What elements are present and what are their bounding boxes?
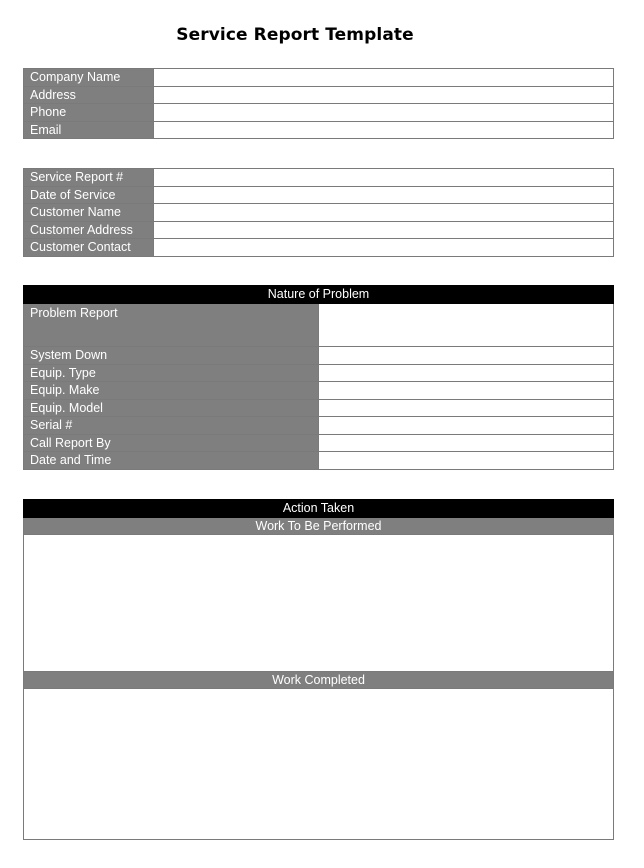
page-title: Service Report Template: [176, 25, 414, 45]
equip-make-row: [24, 382, 614, 400]
action-taken-table: [23, 499, 614, 840]
customer-contact-label: Customer Contact: [24, 239, 154, 257]
date-of-service-row: [24, 186, 614, 204]
date-and-time-row: [24, 452, 614, 470]
nature-of-problem-header: Nature of Problem: [24, 286, 614, 304]
action-taken-header: Action Taken: [24, 500, 614, 518]
date-and-time-field[interactable]: [319, 452, 614, 470]
problem-report-row: [24, 304, 614, 347]
customer-address-label: Customer Address: [24, 221, 154, 239]
customer-name-label: Customer Name: [24, 204, 154, 222]
work-completed-header-row: [24, 672, 614, 689]
equip-make-field[interactable]: [319, 382, 614, 400]
date-and-time-label: Date and Time: [24, 452, 319, 470]
company-name-field[interactable]: [154, 69, 614, 87]
customer-contact-row: [24, 239, 614, 257]
serial-number-field[interactable]: [319, 417, 614, 435]
problem-report-label: Problem Report: [24, 304, 319, 347]
service-info-table: [23, 168, 614, 257]
nature-of-problem-header-row: [24, 286, 614, 304]
email-field[interactable]: [154, 121, 614, 139]
work-to-be-performed-field[interactable]: [24, 535, 614, 672]
phone-row: [24, 104, 614, 122]
system-down-label: System Down: [24, 347, 319, 365]
system-down-row: [24, 347, 614, 365]
equip-type-label: Equip. Type: [24, 364, 319, 382]
email-row: [24, 121, 614, 139]
equip-model-row: [24, 399, 614, 417]
phone-field[interactable]: [154, 104, 614, 122]
work-completed-box-row: [24, 689, 614, 840]
address-label: Address: [24, 86, 154, 104]
service-report-number-row: [24, 169, 614, 187]
work-completed-field[interactable]: [24, 689, 614, 840]
call-report-by-label: Call Report By: [24, 434, 319, 452]
serial-number-row: [24, 417, 614, 435]
customer-name-row: [24, 204, 614, 222]
service-report-number-field[interactable]: [154, 169, 614, 187]
work-to-be-performed-header-row: [24, 518, 614, 535]
call-report-by-row: [24, 434, 614, 452]
work-to-be-performed-box-row: [24, 535, 614, 672]
equip-model-field[interactable]: [319, 399, 614, 417]
work-to-be-performed-header: Work To Be Performed: [24, 518, 614, 535]
equip-type-field[interactable]: [319, 364, 614, 382]
date-of-service-field[interactable]: [154, 186, 614, 204]
address-row: [24, 86, 614, 104]
serial-number-label: Serial #: [24, 417, 319, 435]
customer-address-field[interactable]: [154, 221, 614, 239]
date-of-service-label: Date of Service: [24, 186, 154, 204]
email-label: Email: [24, 121, 154, 139]
problem-report-field[interactable]: [319, 304, 614, 347]
equip-type-row: [24, 364, 614, 382]
equip-model-label: Equip. Model: [24, 399, 319, 417]
work-completed-header: Work Completed: [24, 672, 614, 689]
call-report-by-field[interactable]: [319, 434, 614, 452]
service-report-number-label: Service Report #: [24, 169, 154, 187]
company-info-table: [23, 68, 614, 139]
nature-of-problem-table: [23, 285, 614, 470]
system-down-field[interactable]: [319, 347, 614, 365]
company-name-label: Company Name: [24, 69, 154, 87]
customer-address-row: [24, 221, 614, 239]
customer-name-field[interactable]: [154, 204, 614, 222]
customer-contact-field[interactable]: [154, 239, 614, 257]
equip-make-label: Equip. Make: [24, 382, 319, 400]
phone-label: Phone: [24, 104, 154, 122]
company-name-row: [24, 69, 614, 87]
address-field[interactable]: [154, 86, 614, 104]
action-taken-header-row: [24, 500, 614, 518]
